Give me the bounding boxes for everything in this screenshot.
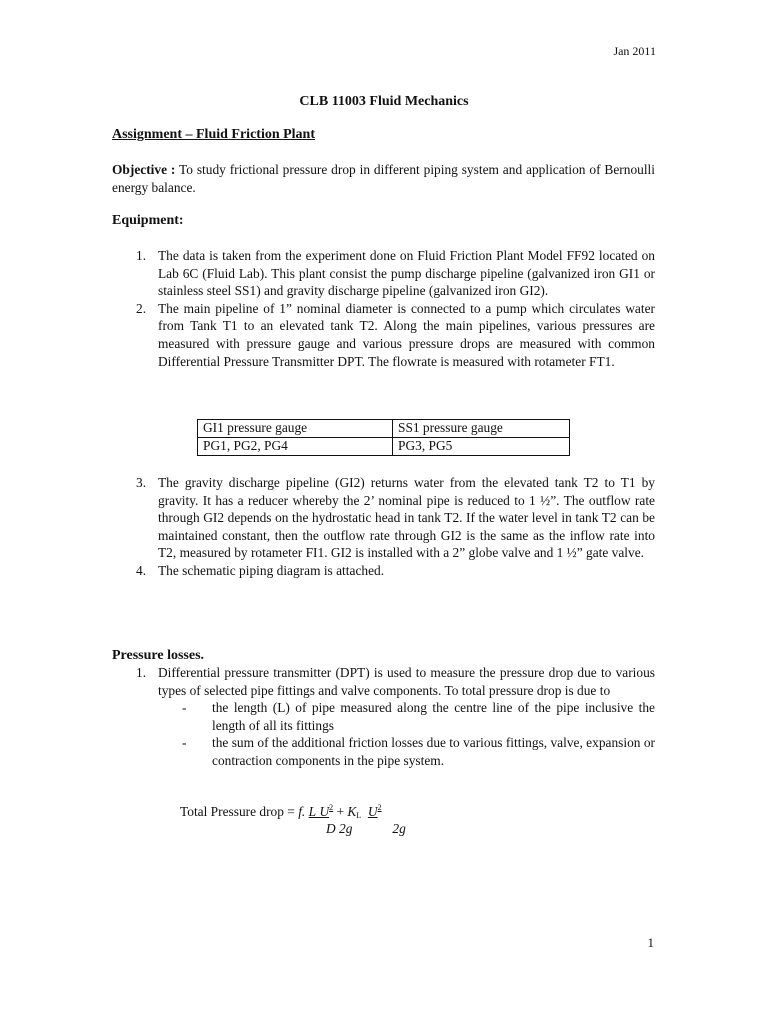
sub-list-item (182, 699, 655, 734)
formula-denominator-line (180, 820, 406, 837)
assignment-title: Assignment – Fluid Friction Plant (112, 127, 316, 142)
list-item-number: 1. (136, 665, 147, 680)
table-cell: PG1, PG2, PG4 (198, 438, 393, 456)
pressure-losses-list (112, 664, 655, 770)
sub-list (158, 699, 655, 769)
table-cell: SS1 pressure gauge (393, 420, 570, 438)
list-item-number: 1. (136, 248, 147, 263)
table-row (198, 438, 570, 456)
formula-denominator: 2g (392, 821, 406, 836)
equipment-heading: Equipment: (112, 213, 184, 228)
formula-friction-factor: f. (298, 804, 306, 819)
list-item (112, 562, 655, 580)
list-item-text: Differential pressure transmitter (DPT) is used to measure the pressure drop due to various types of selected pipe fittings and valve components. To total pressure drop is due to (158, 665, 655, 698)
formula-label: Total Pressure drop = (180, 804, 299, 819)
total-pressure-drop-formula (180, 803, 406, 837)
page-number: 1 (647, 935, 654, 950)
objective-paragraph (112, 161, 655, 196)
list-item-text: The gravity discharge pipeline (GI2) returns water from the elevated tank T2 to T1 by gravity. It has a reducer whereby the 2’ nominal pipe is reduced to 1 ½”. The outflow rate through GI2 depends on the hydrostatic head in tank T2. If the water level in tank T2 can be maintained constant, then the outflow rate through GI2 is the same as the inflow rate into T2, measured by rotameter FI1. GI2 is installed with a 2” globe valve and 1 ½” gate valve. (158, 475, 655, 561)
table-cell: PG3, PG5 (393, 438, 570, 456)
formula-loss-coefficient: K (347, 804, 357, 819)
pressure-gauge-table (197, 419, 570, 456)
dash-bullet: - (182, 700, 187, 716)
formula-subscript: L (356, 811, 362, 820)
sub-list-item (182, 734, 655, 769)
objective-label: Objective : (112, 162, 176, 177)
list-item (112, 300, 655, 370)
formula-length: L (308, 804, 317, 819)
list-item-number: 4. (136, 562, 147, 578)
equipment-list-part2 (112, 474, 655, 580)
list-item-text: The main pipeline of 1” nominal diameter is connected to a pump which circulates water from Tank T1 to an elevated tank T2. Along the main pipelines, various pressures are measured with pressure gauge and various pressure drops are measured with common Differential Pressure Transmitter DPT. The flowrate is measured with rotameter FT1. (158, 300, 655, 369)
list-item (112, 474, 655, 562)
list-item (112, 664, 655, 770)
formula-numerator-line (180, 803, 406, 820)
objective-text: To study frictional pressure drop in different piping system and application of Bernoulli energy balance. (112, 162, 655, 195)
dash-bullet: - (182, 735, 187, 751)
pressure-losses-heading: Pressure losses. (112, 648, 205, 663)
list-item-text: The schematic piping diagram is attached. (158, 562, 385, 578)
formula-plus: + (333, 804, 348, 819)
equipment-list-part1 (112, 247, 655, 370)
formula-velocity: U (319, 804, 330, 819)
list-item-number: 2. (136, 300, 147, 316)
formula-exponent: 2 (329, 803, 334, 812)
list-item (112, 247, 655, 300)
sub-list-item-text: the length (L) of pipe measured along the centre line of the pipe inclusive the length of all its fittings (212, 700, 655, 733)
sub-list-item-text: the sum of the additional friction losses due to various fittings, valve, expansion or contraction components in the pipe system. (212, 735, 655, 768)
formula-denominator: D 2g (326, 821, 353, 836)
table-cell: GI1 pressure gauge (198, 420, 393, 438)
document-date: Jan 2011 (613, 44, 656, 58)
formula-exponent: 2 (377, 803, 382, 812)
formula-velocity: U (367, 804, 378, 819)
table-row (198, 420, 570, 438)
list-item-number: 3. (136, 475, 147, 490)
course-title: CLB 11003 Fluid Mechanics (299, 94, 469, 109)
list-item-text: The data is taken from the experiment done on Fluid Friction Plant Model FF92 located on Lab 6C (Fluid Lab). This plant consist the pump discharge pipeline (galvanized iron GI1 or stainless steel SS1) and gravity discharge pipeline (galvanized iron GI2). (158, 248, 655, 299)
